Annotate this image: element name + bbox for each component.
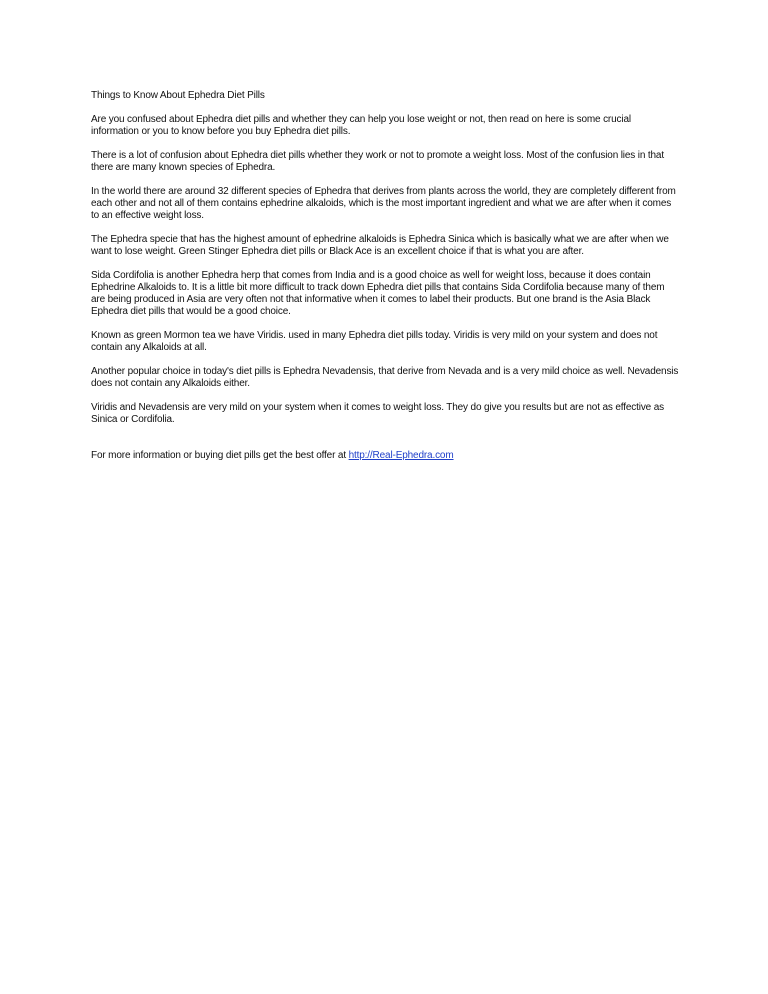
footer-line bbox=[91, 450, 681, 462]
paragraph-1: Are you confused about Ephedra diet pills and whether they can help you lose weight or not, then read on here is some crucial information or you to know before you buy Ephedra diet pills. bbox=[91, 114, 631, 137]
paragraph-7: Another popular choice in today's diet pills is Ephedra Nevadensis, that derive from Nevada and is a very mild choice as well. Nevadensis does not contain any Alkaloids either. bbox=[91, 366, 679, 389]
paragraph-8: Viridis and Nevadensis are very mild on your system when it comes to weight loss. They do give you results but are not as effective as Sinica or Cordifolia. bbox=[91, 402, 664, 425]
paragraph-5: Sida Cordifolia is another Ephedra herp that comes from India and is a good choice as well for weight loss, because it does contain Ephedrine Alkaloids to. It is a little bit more difficult to track down Ephedra diet pills that contains Sida Cordifolia because many of them are being produced in Asia are very often not that informative when it comes to label their products. But one brand is the Asia Black Ephedra diet pills that would be a good choice. bbox=[91, 270, 665, 317]
footer-text: For more information or buying diet pills get the best offer at bbox=[91, 450, 349, 461]
paragraph-2: There is a lot of confusion about Ephedra diet pills whether they work or not to promote a weight loss. Most of the confusion lies in that there are many known species of Ephedra. bbox=[91, 150, 664, 173]
paragraph-3: In the world there are around 32 different species of Ephedra that derives from plants across the world, they are completely different from each other and not all of them contains ephedrine alkaloids, which is the most important ingredient and what we are after when it comes to an effective weight loss. bbox=[91, 186, 676, 221]
document-title: Things to Know About Ephedra Diet Pills bbox=[91, 90, 265, 101]
paragraph-6: Known as green Mormon tea we have Viridis. used in many Ephedra diet pills today. Viridis is very mild on your system and does not contain any Alkaloids at all. bbox=[91, 330, 658, 353]
real-ephedra-link[interactable]: http://Real-Ephedra.com bbox=[348, 450, 454, 461]
paragraph-4: The Ephedra specie that has the highest amount of ephedrine alkaloids is Ephedra Sinica which is basically what we are after when we want to lose weight. Green Stinger Ephedra diet pills or Black Ace is an excellent choice if that is what you are after. bbox=[91, 234, 669, 257]
document-body bbox=[91, 90, 681, 474]
